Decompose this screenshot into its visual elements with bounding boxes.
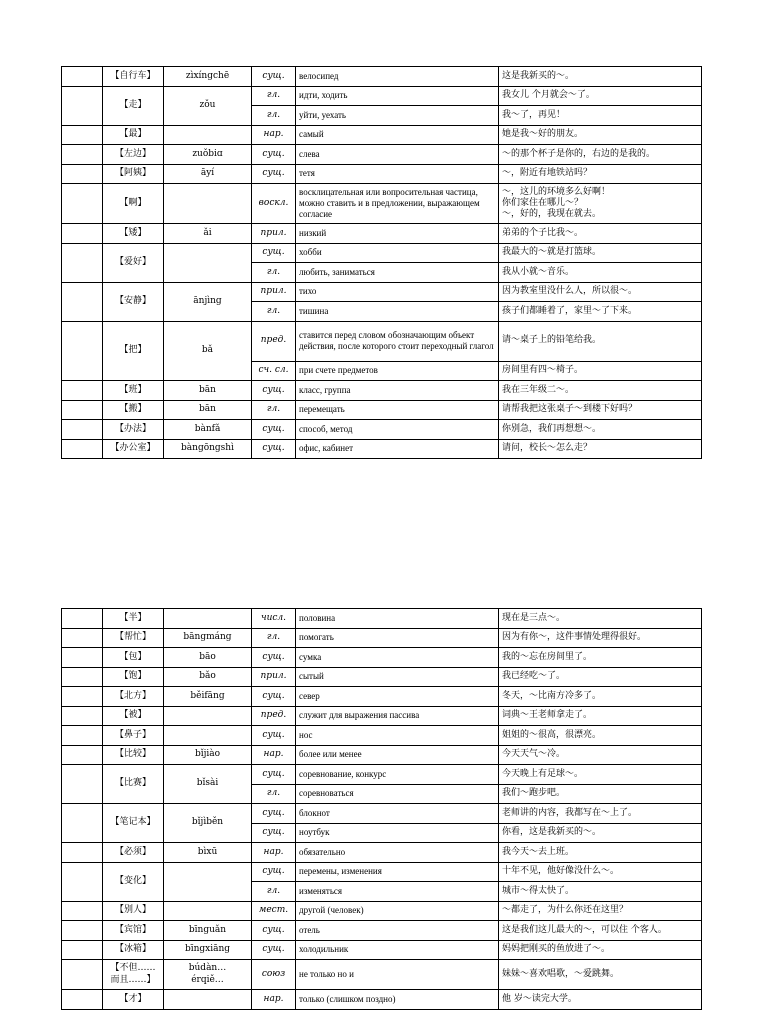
table-row	[62, 321, 702, 361]
word-cell: 【啊】	[103, 184, 164, 224]
translation-cell: слева	[296, 145, 499, 165]
example-cell: 我女儿 个月就会～了。	[499, 86, 702, 106]
example-cell: 她是我～好的朋友。	[499, 125, 702, 145]
pinyin-cell: bān	[164, 381, 252, 401]
example-cell: ～都走了，为什么你还在这里？	[499, 901, 702, 921]
pinyin-cell: bǎ	[164, 321, 252, 381]
example-cell: 今天天气～冷。	[499, 745, 702, 765]
part-of-speech-cell: гл.	[252, 86, 296, 106]
part-of-speech-cell: нар.	[252, 125, 296, 145]
table-row	[62, 960, 702, 990]
pinyin-cell: bīnguǎn	[164, 921, 252, 941]
table-row	[62, 400, 702, 420]
word-cell: 【必须】	[103, 843, 164, 863]
example-cell: 因为教室里没什么人，所以很～。	[499, 282, 702, 302]
table-row	[62, 745, 702, 765]
table-row	[62, 381, 702, 401]
blank-cell	[62, 125, 103, 145]
example-cell: ～，附近有地铁站吗？	[499, 164, 702, 184]
example-cell: 现在是三点～。	[499, 609, 702, 629]
part-of-speech-cell: пред.	[252, 321, 296, 361]
word-cell: 【安静】	[103, 282, 164, 321]
blank-cell	[62, 400, 103, 420]
pinyin-cell: ānjìng	[164, 282, 252, 321]
word-cell: 【饱】	[103, 667, 164, 687]
table-row	[62, 648, 702, 668]
pinyin-cell	[164, 706, 252, 726]
translation-cell: самый	[296, 125, 499, 145]
word-cell: 【才】	[103, 990, 164, 1010]
table-row	[62, 921, 702, 941]
pinyin-cell: bǐjiào	[164, 745, 252, 765]
example-cell: 妹妹～喜欢唱歌，～爱跳舞。	[499, 960, 702, 990]
blank-cell	[62, 243, 103, 282]
example-cell: 冬天，～比南方冷多了。	[499, 687, 702, 707]
word-cell: 【最】	[103, 125, 164, 145]
example-cell: 请～桌子上的铅笔给我。	[499, 321, 702, 361]
table-row	[62, 243, 702, 263]
translation-cell: холодильник	[296, 940, 499, 960]
part-of-speech-cell: сущ.	[252, 687, 296, 707]
part-of-speech-cell: сущ.	[252, 164, 296, 184]
table-row	[62, 224, 702, 244]
part-of-speech-cell: сч. сл.	[252, 361, 296, 381]
example-cell: 这是我们这儿最大的～，可以住 个客人。	[499, 921, 702, 941]
example-cell: 我今天～去上班。	[499, 843, 702, 863]
word-cell: 【走】	[103, 86, 164, 125]
pinyin-cell: bǐjìběn	[164, 804, 252, 843]
translation-cell: любить, заниматься	[296, 263, 499, 283]
word-cell: 【半】	[103, 609, 164, 629]
table-row	[62, 726, 702, 746]
blank-cell	[62, 990, 103, 1010]
translation-cell: сытый	[296, 667, 499, 687]
table-row	[62, 184, 702, 224]
word-cell: 【比较】	[103, 745, 164, 765]
table-row	[62, 67, 702, 87]
table-row	[62, 628, 702, 648]
part-of-speech-cell: прил.	[252, 282, 296, 302]
part-of-speech-cell: сущ.	[252, 921, 296, 941]
translation-cell: отель	[296, 921, 499, 941]
part-of-speech-cell: сущ.	[252, 381, 296, 401]
pinyin-cell: zǒu	[164, 86, 252, 125]
vocab-table-body	[62, 67, 702, 459]
example-cell: 老师讲的内容，我都写在～上了。	[499, 804, 702, 824]
part-of-speech-cell: сущ.	[252, 243, 296, 263]
word-cell: 【宾馆】	[103, 921, 164, 941]
part-of-speech-cell: гл.	[252, 106, 296, 126]
blank-cell	[62, 628, 103, 648]
blank-cell	[62, 940, 103, 960]
part-of-speech-cell: гл.	[252, 628, 296, 648]
part-of-speech-cell: гл.	[252, 400, 296, 420]
pinyin-cell: bān	[164, 400, 252, 420]
translation-cell: восклицательная или вопросительная частица, можно ставить и в предложении, выражающем согласие	[296, 184, 499, 224]
blank-cell	[62, 86, 103, 125]
pinyin-cell: bànfǎ	[164, 420, 252, 440]
translation-cell: перемены, изменения	[296, 862, 499, 882]
part-of-speech-cell: гл.	[252, 784, 296, 804]
example-cell: 我在三年级二～。	[499, 381, 702, 401]
table-row	[62, 804, 702, 824]
blank-cell	[62, 420, 103, 440]
word-cell: 【北方】	[103, 687, 164, 707]
table-row	[62, 843, 702, 863]
part-of-speech-cell: сущ.	[252, 940, 296, 960]
example-cell: 弟弟的个子比我～。	[499, 224, 702, 244]
vocab-table-body	[62, 609, 702, 1010]
example-cell: 你别急，我们再想想～。	[499, 420, 702, 440]
table-row	[62, 420, 702, 440]
word-cell: 【爱好】	[103, 243, 164, 282]
table-row	[62, 667, 702, 687]
part-of-speech-cell: числ.	[252, 609, 296, 629]
part-of-speech-cell: пред.	[252, 706, 296, 726]
blank-cell	[62, 381, 103, 401]
part-of-speech-cell: сущ.	[252, 439, 296, 459]
blank-cell	[62, 282, 103, 321]
word-cell: 【不但…… 而且……】	[103, 960, 164, 990]
pinyin-cell	[164, 990, 252, 1010]
word-cell: 【把】	[103, 321, 164, 381]
word-cell: 【矮】	[103, 224, 164, 244]
pinyin-cell	[164, 243, 252, 282]
pinyin-cell: zuǒbiɑ	[164, 145, 252, 165]
translation-cell: более или менее	[296, 745, 499, 765]
example-cell: 我从小就～音乐。	[499, 263, 702, 283]
pinyin-cell: bìxū	[164, 843, 252, 863]
example-cell: 妈妈把刚买的鱼放进了～。	[499, 940, 702, 960]
table-row	[62, 687, 702, 707]
example-cell: 今天晚上有足球～。	[499, 765, 702, 785]
example-cell: 这是我新买的～。	[499, 67, 702, 87]
part-of-speech-cell: нар.	[252, 843, 296, 863]
part-of-speech-cell: сущ.	[252, 67, 296, 87]
word-cell: 【被】	[103, 706, 164, 726]
table-row	[62, 862, 702, 882]
translation-cell: класс, группа	[296, 381, 499, 401]
part-of-speech-cell: нар.	[252, 990, 296, 1010]
word-cell: 【变化】	[103, 862, 164, 901]
part-of-speech-cell: сущ.	[252, 726, 296, 746]
example-cell: 我最大的～就是打篮球。	[499, 243, 702, 263]
table-row	[62, 940, 702, 960]
word-cell: 【班】	[103, 381, 164, 401]
word-cell: 【办法】	[103, 420, 164, 440]
translation-cell: хобби	[296, 243, 499, 263]
pinyin-cell: bàngōngshì	[164, 439, 252, 459]
blank-cell	[62, 745, 103, 765]
part-of-speech-cell: прил.	[252, 667, 296, 687]
example-cell: 我的～忘在房间里了。	[499, 648, 702, 668]
table-row	[62, 609, 702, 629]
translation-cell: соревнование, конкурс	[296, 765, 499, 785]
word-cell: 【别人】	[103, 901, 164, 921]
translation-cell: тетя	[296, 164, 499, 184]
translation-cell: тихо	[296, 282, 499, 302]
blank-cell	[62, 901, 103, 921]
part-of-speech-cell: нар.	[252, 745, 296, 765]
blank-cell	[62, 164, 103, 184]
blank-cell	[62, 667, 103, 687]
translation-cell: обязательно	[296, 843, 499, 863]
table-row	[62, 990, 702, 1010]
pinyin-cell: ǎi	[164, 224, 252, 244]
word-cell: 【帮忙】	[103, 628, 164, 648]
example-cell: ～，这儿的环境多么好啊！ 你们家住在哪儿～？ ～，好的，我现在就去。	[499, 184, 702, 224]
blank-cell	[62, 706, 103, 726]
pinyin-cell: bīngxiāng	[164, 940, 252, 960]
pinyin-cell: zìxíngchē	[164, 67, 252, 87]
part-of-speech-cell: гл.	[252, 263, 296, 283]
pinyin-cell	[164, 901, 252, 921]
pinyin-cell	[164, 862, 252, 901]
table-row	[62, 86, 702, 106]
table-row	[62, 164, 702, 184]
blank-cell	[62, 765, 103, 804]
pinyin-cell: bǎo	[164, 667, 252, 687]
example-cell: 我～了，再见！	[499, 106, 702, 126]
word-cell: 【冰箱】	[103, 940, 164, 960]
blank-cell	[62, 439, 103, 459]
blank-cell	[62, 184, 103, 224]
table-row	[62, 282, 702, 302]
vocab-table-2	[61, 608, 702, 1010]
part-of-speech-cell: сущ.	[252, 765, 296, 785]
word-cell: 【阿姨】	[103, 164, 164, 184]
example-cell: 十年不见，他好像没什么～。	[499, 862, 702, 882]
example-cell: 请问，校长～怎么走？	[499, 439, 702, 459]
table-row	[62, 706, 702, 726]
translation-cell: север	[296, 687, 499, 707]
part-of-speech-cell: воскл.	[252, 184, 296, 224]
table-row	[62, 145, 702, 165]
part-of-speech-cell: гл.	[252, 882, 296, 902]
translation-cell: изменяться	[296, 882, 499, 902]
translation-cell: служит для выражения пассива	[296, 706, 499, 726]
example-cell: 孩子们都睡着了，家里～了下来。	[499, 302, 702, 322]
pinyin-cell	[164, 125, 252, 145]
part-of-speech-cell: прил.	[252, 224, 296, 244]
word-cell: 【笔记本】	[103, 804, 164, 843]
part-of-speech-cell: мест.	[252, 901, 296, 921]
translation-cell: другой (человек)	[296, 901, 499, 921]
example-cell: 你看，这是我新买的～。	[499, 823, 702, 843]
pinyin-cell: búdàn… érqiě…	[164, 960, 252, 990]
pinyin-cell	[164, 726, 252, 746]
example-cell: 词典～王老师拿走了。	[499, 706, 702, 726]
translation-cell: нос	[296, 726, 499, 746]
part-of-speech-cell: сущ.	[252, 804, 296, 824]
translation-cell: сумка	[296, 648, 499, 668]
example-cell: 我们～跑步吧。	[499, 784, 702, 804]
blank-cell	[62, 726, 103, 746]
part-of-speech-cell: сущ.	[252, 648, 296, 668]
example-cell: 城市～得太快了。	[499, 882, 702, 902]
translation-cell: при счете предметов	[296, 361, 499, 381]
example-cell: 姐姐的～很高，很漂亮。	[499, 726, 702, 746]
word-cell: 【鼻子】	[103, 726, 164, 746]
translation-cell: ставится перед словом обозначающим объект действия, после которого стоит переходный глагол	[296, 321, 499, 361]
example-cell: 请帮我把这张桌子～到楼下好吗？	[499, 400, 702, 420]
example-cell: 因为有你～，这件事情处理得很好。	[499, 628, 702, 648]
table-row	[62, 439, 702, 459]
part-of-speech-cell: сущ.	[252, 420, 296, 440]
pinyin-cell: bāngmáng	[164, 628, 252, 648]
example-cell: ～的那个杯子是你的，右边的是我的。	[499, 145, 702, 165]
part-of-speech-cell: сущ.	[252, 862, 296, 882]
blank-cell	[62, 67, 103, 87]
translation-cell: способ, метод	[296, 420, 499, 440]
pinyin-cell: běifāng	[164, 687, 252, 707]
table-row	[62, 125, 702, 145]
translation-cell: идти, ходить	[296, 86, 499, 106]
example-cell: 房间里有四～椅子。	[499, 361, 702, 381]
translation-cell: ноутбук	[296, 823, 499, 843]
translation-cell: велосипед	[296, 67, 499, 87]
translation-cell: низкий	[296, 224, 499, 244]
blank-cell	[62, 609, 103, 629]
pinyin-cell: bāo	[164, 648, 252, 668]
example-cell: 我已经吃～了。	[499, 667, 702, 687]
pinyin-cell: āyí	[164, 164, 252, 184]
translation-cell: соревноваться	[296, 784, 499, 804]
blank-cell	[62, 960, 103, 990]
translation-cell: не только но и	[296, 960, 499, 990]
blank-cell	[62, 224, 103, 244]
blank-cell	[62, 862, 103, 901]
part-of-speech-cell: гл.	[252, 302, 296, 322]
translation-cell: только (слишком поздно)	[296, 990, 499, 1010]
word-cell: 【包】	[103, 648, 164, 668]
word-cell: 【办公室】	[103, 439, 164, 459]
word-cell: 【自行车】	[103, 67, 164, 87]
translation-cell: блокнот	[296, 804, 499, 824]
translation-cell: половина	[296, 609, 499, 629]
blank-cell	[62, 843, 103, 863]
part-of-speech-cell: союз	[252, 960, 296, 990]
part-of-speech-cell: сущ.	[252, 145, 296, 165]
table-row	[62, 765, 702, 785]
translation-cell: помогать	[296, 628, 499, 648]
blank-cell	[62, 648, 103, 668]
blank-cell	[62, 921, 103, 941]
translation-cell: офис, кабинет	[296, 439, 499, 459]
word-cell: 【搬】	[103, 400, 164, 420]
word-cell: 【左边】	[103, 145, 164, 165]
pinyin-cell	[164, 609, 252, 629]
example-cell: 他 岁～读完大学。	[499, 990, 702, 1010]
vocab-table-1	[61, 66, 702, 459]
blank-cell	[62, 321, 103, 381]
pinyin-cell: bǐsài	[164, 765, 252, 804]
pinyin-cell	[164, 184, 252, 224]
table-row	[62, 901, 702, 921]
part-of-speech-cell: сущ.	[252, 823, 296, 843]
translation-cell: перемещать	[296, 400, 499, 420]
translation-cell: уйти, уехать	[296, 106, 499, 126]
blank-cell	[62, 804, 103, 843]
blank-cell	[62, 687, 103, 707]
word-cell: 【比赛】	[103, 765, 164, 804]
blank-cell	[62, 145, 103, 165]
translation-cell: тишина	[296, 302, 499, 322]
